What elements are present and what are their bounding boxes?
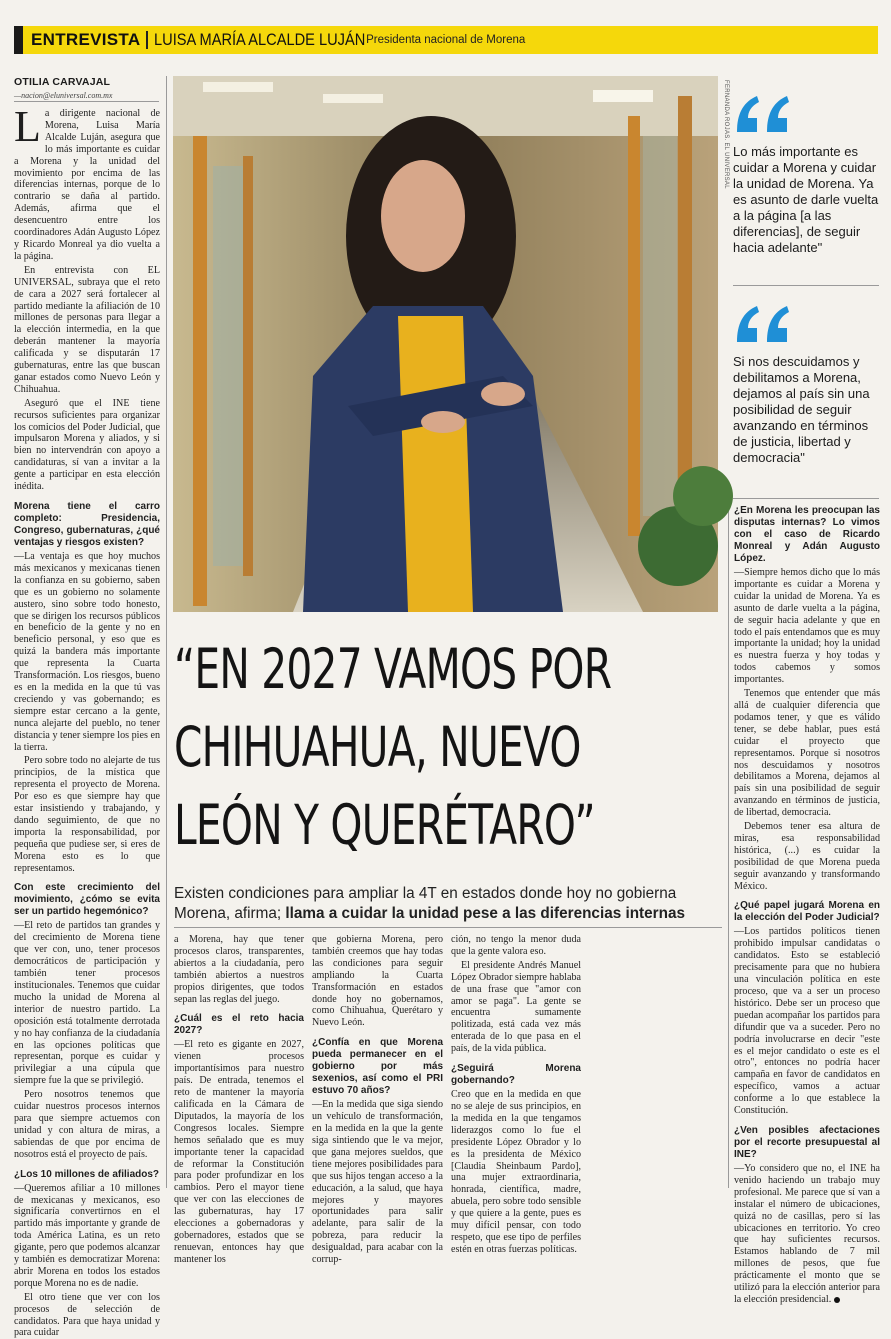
article-column-5: [734, 505, 880, 1305]
headline-line: “EN 2027 VAMOS POR: [174, 637, 612, 701]
end-mark: [834, 1297, 840, 1303]
headline-line: LEÓN Y QUERÉTARO”: [174, 793, 595, 857]
quote-rule: [733, 498, 879, 499]
question: ¿Cuál es el reto hacia 2027?: [174, 1013, 304, 1037]
paragraph: ción, no tengo la menor duda que la gente valora eso.: [451, 934, 581, 957]
author-email: —nacion@eluniversal.com.mx: [14, 91, 113, 100]
quote-rule: [733, 285, 879, 286]
interviewee-role: Presidenta nacional de Morena: [366, 34, 526, 46]
photo-illustration: [173, 76, 718, 612]
paragraph: Debemos tener esa altura de miras, esa responsabilidad histórica, (...) es cuidar la posibilidad de que Morena pueda seguir avanzando y transformando México.: [734, 821, 880, 892]
quote-mark-icon: [733, 92, 793, 136]
pull-quote-text: Si nos descuidamos y debilitamos a Morena, dejamos al país sin una posibilidad de seguir avanzando en términos de justicia, libertad y democracia": [733, 354, 870, 465]
deck: Existen condiciones para ampliar la 4T en estados donde hoy no gobierna Morena, afirma; llama a cuidar la unidad pese a las diferencias internas: [174, 885, 685, 922]
answer: Creo que en la medida en que no se aleje de sus principios, en la medida en la que tengamos liderazgos como lo fue el presidente López Obrador y lo es la presidenta de México [Claudia Sheinbaum Pardo], una mujer extraordinaria, honrada, científica, madre, abuela, pero sobre todo sensible y que quiere a la gente, pues es muy difícil pensar, con todo respeto, que ese tipo de perfiles estén en otras fuerzas políticas.: [451, 1089, 581, 1255]
question: ¿Ven posibles afectaciones por el recorte presupuestal al INE?: [734, 1124, 880, 1160]
quote-mark-icon: [733, 302, 793, 346]
paragraph: El otro tiene que ver con los procesos de selección de candidatos. Para que haya unidad y para cuidar: [14, 1291, 160, 1339]
lead-paragraph: La dirigente nacional de Morena, Luisa María Alcalde Luján, asegura que lo más importante es cuidar a Morena y la unidad del movimiento por encima de las diferencias internas, porque de lo contrario se daña al partido. Además, afirma que el desencuentro entre los coordinadores Adán Augusto López y Ricardo Monreal ya dio vuelta a la página.: [14, 102, 160, 262]
answer: —El reto es gigante en 2027, vienen procesos importantísimos para nuestro país. De entrada, tenemos el reto de mantener la mayoría calificada en la Cámara de Diputados, la mayoría de los Congresos locales. Siempre hemos señalado que es muy importante tener la capacidad de reformar la Constitución para poder profundizar en los cambios. Pero el mayor tiene que ver con las elecciones de las gubernaturas, hay 17 elecciones a gobernadoras y gobernadores, estados que se renuevan, entonces hay que mantener los: [174, 1039, 304, 1265]
section-header: [14, 26, 878, 54]
paragraph: Pero sobre todo no alejarte de tus principios, de la mística que representa el proyecto de Morena. Por eso es que siempre hay que estar insistiendo y trabajando, y dando seguimiento, de que no importa la responsabilidad, por pequeña que pudiese ser, si eres de Morena esto es lo que representamos.: [14, 755, 160, 874]
question: Con este crecimiento del movimiento, ¿cómo se evita ser un partido hegemónico?: [14, 882, 160, 918]
pull-quote-1: [733, 92, 883, 256]
drop-cap: L: [14, 102, 41, 151]
paragraph: El presidente Andrés Manuel López Obrador siempre hablaba de una frase que "amor con amor se paga". La gente se encuentra sumamente politizada, está cada vez más enterada de lo que pasa en el país, de la vida pública.: [451, 959, 581, 1055]
deck-emphasis: llama a cuidar la unidad pese a las diferencias internas: [285, 905, 685, 922]
paragraph: Aseguró que el INE tiene recursos suficientes para organizar los comicios del Poder Judicial, que impulsaron Morena y aliados, y si bien no intervendrán con apoyo a candidaturas, sí van a invitar a la gente a participar en esta elección inédita.: [14, 397, 160, 493]
headline: [174, 630, 612, 864]
paragraph: Tenemos que entender que más allá de cualquier diferencia que podamos tener, y que es válido tener, se debe hablar, pues está cuidar el proyecto que representamos. Porque si nosotros nos descuidamos y nosotros debilitamos a Morena, dejamos al país sin una posibilidad de seguir avanzando en términos de justicia, de libertad, democracia.: [734, 688, 880, 819]
question: ¿Los 10 millones de afiliados?: [14, 1168, 160, 1180]
author-name: OTILIA CARVAJAL: [14, 76, 111, 88]
pull-quote-text: Lo más importante es cuidar a Morena y cuidar la unidad de Morena. Ya es asunto de darle vuelta a la página [a las diferencias], de seguir hacia adelante": [733, 144, 879, 255]
article-column-1: [14, 102, 160, 1339]
answer: —Queremos afiliar a 10 millones de mexicanas y mexicanos, eso significaría convertirnos en el partido más importante y grande de toda América Latina, es un reto gigante, pero que podemos alcanzar y también es democratizar Morena: abrir Morena en todos los estados porque Morena no es de nadie.: [14, 1182, 160, 1289]
article-column-2: [174, 934, 304, 1265]
deck-rule: [174, 927, 722, 928]
article-column-4: [451, 934, 581, 1255]
paragraph: En entrevista con EL UNIVERSAL, subraya que el reto de cara a 2027 será fortalecer al partido mediante la afiliación de 10 millones de personas para llegar a la elección intermedia, en la que deberán mantener la mayoría calificada y se disputarán 17 gubernaturas, entre las que buscan ganar estados como Nuevo León y Chihuahua.: [14, 264, 160, 395]
interviewee-name: LUISA MARÍA ALCALDE LUJÁN: [154, 30, 366, 49]
question: ¿Qué papel jugará Morena en la elección del Poder Judicial?: [734, 900, 880, 924]
header-separator: [146, 31, 148, 49]
header-block: [14, 26, 23, 54]
answer: —El reto de partidos tan grandes y del crecimiento de Morena tiene que ver con, uno, tener procesos democráticos de participación y también tener procesos institucionales. Tenemos que cuidar mucho la unidad de Morena al interior de nuestro partido. La oposición está totalmente derrotada y no hay confianza de la ciudadanía en las opciones políticas que representan, porque es cuidar y privilegiar a una cúpula que siempre fue la que se privilegió.: [14, 920, 160, 1087]
question: ¿Confía en que Morena pueda permanecer en el gobierno por más sexenios, así como el PRI estuvo 70 años?: [312, 1037, 443, 1097]
question: ¿En Morena les preocupan las disputas internas? Lo vimos con el caso de Ricardo Monreal y Adán Augusto López.: [734, 505, 880, 564]
photo-credit: FERNANDA ROJAS. EL UNIVERSAL: [723, 80, 729, 189]
question: Morena tiene el carro completo: Presidencia, Congreso, gubernaturas, ¿qué ventajas y riesgos existen?: [14, 501, 160, 548]
section-label: ENTREVISTA: [31, 30, 141, 49]
answer: —En la medida que siga siendo un vehículo de transformación, en la medida en la que la gente siga sintiendo que le va mejor, que gana mejores sueldos, que tiene mejores posibilidades para que sus hijos tengan acceso a la educación, a la salud, que haya mejores y mayores oportunidades para salir adelante, para salir de la pobreza, para reducir la desigualdad, para acabar con la corrup-: [312, 1099, 443, 1266]
portrait-photo: [173, 76, 718, 612]
paragraph: Pero nosotros tenemos que cuidar nuestros procesos internos para que siempre actuemos con unidad y con altura de miras, a sabiendas de que por encima de nosotros está el proyecto de país.: [14, 1089, 160, 1160]
byline: [14, 76, 164, 100]
answer: —Yo considero que no, el INE ha venido haciendo un trabajo muy profesional. Me parece que sí van a instalar el número de ubicaciones, quizá no de casillas, pero sí las ubicaciones en territorio. Yo creo que hay suficientes recursos. Estamos hablando de 7 mil millones de pesos, que fue prácticamente el monto que se utilizó para la elección anterior para la elección presidencial.: [734, 1162, 880, 1305]
paragraph: a Morena, hay que tener procesos claros, transparentes, abiertos a la ciudadanía, pero también abiertos a nuestros propios dirigentes, que todos sepan las reglas del juego.: [174, 934, 304, 1005]
answer: —La ventaja es que hoy muchos más mexicanos y mexicanas tienen la confianza en su gobierno, saben que es un gobierno no solamente austero, sino sobre todo honesto, que se dirigen los recursos públicos en beneficio de la gente y no en beneficio personal, y eso que es quizá la bandera más importante que representa la Cuarta Transformación. Los riesgos, bueno es en la medida en la que tú vas creciendo y vas gobernando; es siempre estar cercano a la gente, nunca alejarte del pueblo, no tener distancia y tener siempre los pies en la tierra.: [14, 551, 160, 753]
column-rule: [166, 76, 167, 1188]
pull-quote-2: [733, 302, 883, 466]
column-rule: [728, 505, 729, 1188]
question: ¿Seguirá Morena gobernando?: [451, 1063, 581, 1087]
headline-line: CHIHUAHUA, NUEVO: [174, 715, 581, 779]
answer: —Los partidos políticos tienen prohibido impulsar candidatas o candidatos. Esto se estableció precisamente para que no hubiera una vinculación política en este proceso, que va a ser un proceso histórico. Debe ser un proceso que puedan acompañar los partidos para difundir que va a suceder. Pero no podría involucrarse en decir "este es el mejor candidato o este es el otro", entonces no podría hacer campaña en favor de candidatos en específico, vamos a actuar conforme a lo que establece la Constitución.: [734, 926, 880, 1117]
paragraph: que gobierna Morena, pero también creemos que hay todas las condiciones para seguir ampliando la Cuarta Transformación en estados donde hoy no gobernamos, como Chihuahua, Querétaro y Nuevo León.: [312, 934, 443, 1029]
answer: —Siempre hemos dicho que lo más importante es cuidar a Morena y cuidar la unidad de Morena. Ya es asunto de darle vuelta a la página, de seguir hacia adelante y que en todo el país entendamos que es muy importante la unidad; hoy la unidad es nuestra fuerza y hoy todas y todos cabemos y somos importantes.: [734, 567, 880, 686]
article-column-3: [312, 934, 443, 1266]
